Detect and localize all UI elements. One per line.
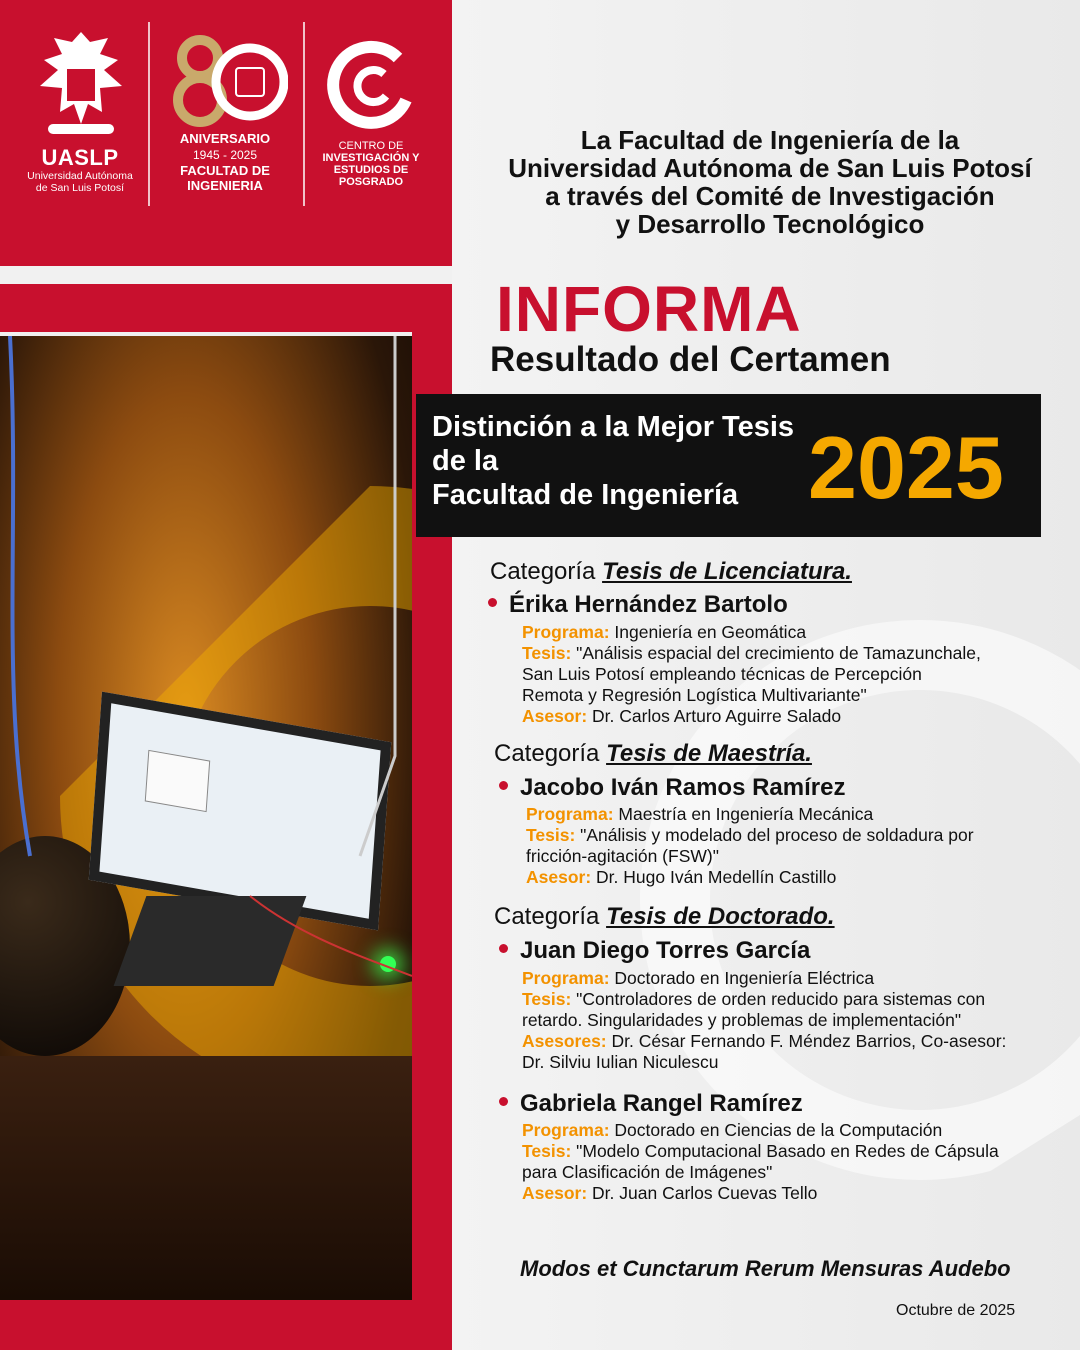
winner-name-text: Gabriela Rangel Ramírez	[520, 1090, 803, 1117]
winner-details	[526, 804, 974, 888]
separator-strip	[0, 266, 452, 284]
asesor-value: Dr. César Fernando F. Méndez Barrios, Co-asesor:	[611, 1031, 1007, 1051]
tesis-value: San Luis Potosí empleando técnicas de Percepción	[522, 664, 922, 684]
winner-name-text: Juan Diego Torres García	[520, 937, 811, 964]
category-doctorado	[494, 903, 835, 931]
tesis-value: fricción-agitación (FSW)"	[526, 846, 719, 866]
anniversary-years: 1945 - 2025	[192, 148, 258, 162]
asesor-value: Dr. Silviu Iulian Niculescu	[522, 1052, 719, 1072]
bullet-icon	[488, 598, 497, 607]
tesis-label: Tesis:	[522, 989, 572, 1009]
category-prefix: Categoría	[494, 740, 600, 767]
tesis-value: "Análisis espacial del crecimiento de Tamazunchale,	[576, 643, 981, 663]
winner-name	[499, 937, 810, 965]
winner-details	[522, 968, 1006, 1073]
intro-line-4: y Desarrollo Tecnológico	[615, 209, 925, 239]
winner-name	[488, 591, 788, 619]
winner-name	[499, 774, 845, 802]
category-name: Tesis de Maestría.	[606, 740, 812, 767]
intro-line-1: La Facultad de Ingeniería de la	[580, 125, 960, 155]
anniversary-title: ANIVERSARIO	[179, 131, 271, 146]
asesores-label: Asesores:	[522, 1031, 607, 1051]
band-line-1: Distinción a la Mejor Tesis	[432, 411, 795, 443]
category-maestria	[494, 740, 812, 768]
lab-photo	[0, 336, 412, 1300]
anniversary-80-icon	[162, 34, 288, 130]
programa-label: Programa:	[526, 804, 614, 824]
programa-label: Programa:	[522, 1120, 610, 1140]
programa-value: Doctorado en Ingeniería Eléctrica	[614, 968, 875, 988]
publication-date: Octubre de 2025	[896, 1302, 1016, 1319]
category-name: Tesis de Licenciatura.	[602, 558, 852, 585]
category-prefix: Categoría	[490, 558, 596, 585]
programa-value: Ingeniería en Geomática	[614, 622, 807, 642]
centro-posgrado-icon	[326, 40, 416, 130]
anniversary-faculty: FACULTAD DE INGENIERIA	[180, 163, 270, 193]
band-title	[432, 410, 794, 512]
asesor-label: Asesor:	[522, 706, 588, 726]
uaslp-eagle-icon	[38, 28, 124, 140]
band-line-2: de la	[432, 445, 499, 477]
asesor-label: Asesor:	[526, 867, 592, 887]
programa-value: Maestría en Ingeniería Mecánica	[618, 804, 874, 824]
winner-name-text: Érika Hernández Bartolo	[509, 591, 788, 618]
tesis-value: para Clasificación de Imágenes"	[522, 1162, 773, 1182]
band-year: 2025	[808, 418, 1004, 517]
bullet-icon	[499, 781, 508, 790]
bullet-icon	[499, 1097, 508, 1106]
tesis-value: retardo. Singularidades y problemas de implementación"	[522, 1010, 962, 1030]
intro-text	[470, 126, 1070, 238]
band-line-3: Facultad de Ingeniería	[432, 479, 739, 511]
photo-cables	[0, 336, 412, 1300]
motto: Modos et Cunctarum Rerum Mensuras Audebo	[520, 1256, 1011, 1281]
programa-label: Programa:	[522, 968, 610, 988]
bullet-icon	[499, 944, 508, 953]
tesis-label: Tesis:	[522, 1141, 572, 1161]
category-licenciatura	[490, 558, 852, 586]
centro-label-2: INVESTIGACIÓN Y ESTUDIOS DE POSGRADO	[322, 152, 420, 188]
winner-name	[499, 1090, 803, 1118]
tesis-value: Remota y Regresión Logística Multivariante"	[522, 685, 867, 705]
winner-name-text: Jacobo Iván Ramos Ramírez	[520, 774, 846, 801]
winner-details	[522, 622, 981, 727]
logo-divider-2	[303, 22, 305, 206]
category-prefix: Categoría	[494, 903, 600, 930]
asesor-label: Asesor:	[522, 1183, 588, 1203]
tesis-value: "Controladores de orden reducido para sistemas con	[576, 989, 986, 1009]
tesis-label: Tesis:	[522, 643, 572, 663]
winner-details	[522, 1120, 999, 1204]
asesor-value: Dr. Juan Carlos Cuevas Tello	[592, 1183, 818, 1203]
uaslp-subtitle: Universidad Autónoma de San Luis Potosí	[27, 170, 133, 194]
asesor-value: Dr. Hugo Iván Medellín Castillo	[596, 867, 837, 887]
intro-line-2: Universidad Autónoma de San Luis Potosí	[508, 153, 1032, 183]
page-heading: INFORMA	[496, 273, 802, 345]
asesor-value: Dr. Carlos Arturo Aguirre Salado	[592, 706, 842, 726]
centro-label-1: CENTRO DE	[338, 140, 404, 152]
tesis-label: Tesis:	[526, 825, 576, 845]
category-name: Tesis de Doctorado.	[606, 903, 835, 930]
page-subheading: Resultado del Certamen	[490, 340, 891, 379]
tesis-value: "Análisis y modelado del proceso de soldadura por	[580, 825, 974, 845]
programa-label: Programa:	[522, 622, 610, 642]
programa-value: Doctorado en Ciencias de la Computación	[614, 1120, 943, 1140]
logo-divider-1	[148, 22, 150, 206]
intro-line-3: a través del Comité de Investigación	[545, 181, 995, 211]
tesis-value: "Modelo Computacional Basado en Redes de Cápsula	[576, 1141, 999, 1161]
uaslp-name: UASLP	[41, 145, 119, 170]
